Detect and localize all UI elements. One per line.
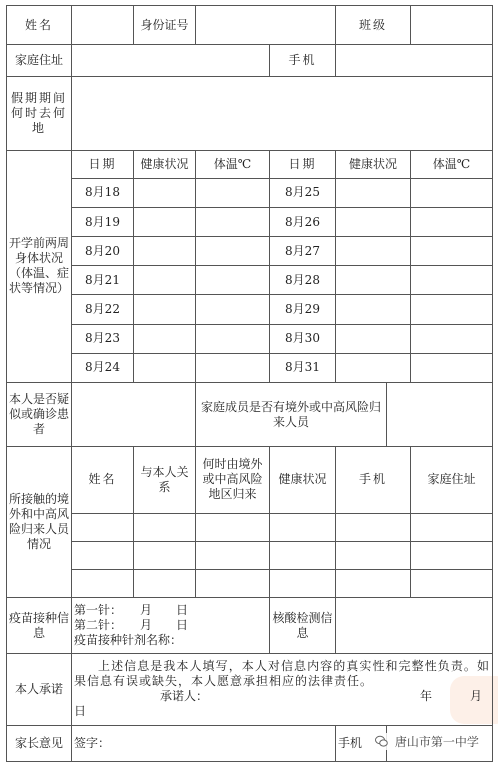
parent-opinion-label: 家长意见: [7, 725, 72, 761]
vaccine-first-dose: 第一针： 月 日: [74, 603, 189, 618]
contact-cell[interactable]: [336, 541, 411, 569]
contact-cell[interactable]: [411, 569, 493, 597]
watermark: [372, 733, 482, 750]
contact-cell[interactable]: [72, 541, 134, 569]
health-header-temp-1: 体温℃: [196, 150, 270, 178]
health-status-cell[interactable]: [134, 353, 196, 382]
contact-header-return-time: 何时由境外或中高风险地区归来: [196, 447, 270, 513]
id-card-label: 身份证号: [134, 6, 196, 45]
wechat-icon: [375, 735, 388, 748]
health-header-status-2: 健康状况: [336, 150, 411, 178]
vaccine-details[interactable]: [72, 597, 270, 653]
parent-phone-label: 手机: [336, 725, 387, 761]
temperature-cell[interactable]: [411, 266, 493, 295]
contact-cell[interactable]: [134, 569, 196, 597]
health-status-label: 开学前两周身体状况（体温、症状等情况）: [7, 150, 72, 382]
health-status-cell[interactable]: [336, 237, 411, 266]
contact-header-address: 家庭住址: [411, 447, 493, 513]
id-card-field[interactable]: [196, 6, 336, 45]
temperature-cell[interactable]: [411, 324, 493, 353]
nucleic-test-label: 核酸检测信息: [270, 597, 336, 653]
date-cell: 8月26: [270, 208, 336, 237]
class-field[interactable]: [411, 6, 493, 45]
temperature-cell[interactable]: [196, 266, 270, 295]
contact-cell[interactable]: [72, 569, 134, 597]
date-cell: 8月28: [270, 266, 336, 295]
health-header-status-1: 健康状况: [134, 150, 196, 178]
vaccine-type: 疫苗接种针剂名称：: [74, 633, 183, 648]
promise-content: [72, 654, 493, 725]
health-header-date-2: 日期: [270, 150, 336, 178]
health-status-cell[interactable]: [134, 266, 196, 295]
temperature-cell[interactable]: [411, 237, 493, 266]
contact-cell[interactable]: [336, 569, 411, 597]
family-overseas-field[interactable]: [387, 382, 493, 446]
date-cell: 8月20: [72, 237, 134, 266]
promise-signer-label: 承诺人：: [160, 689, 209, 704]
health-status-cell[interactable]: [134, 237, 196, 266]
contact-cell[interactable]: [196, 541, 270, 569]
date-cell: 8月19: [72, 208, 134, 237]
health-status-cell[interactable]: [134, 208, 196, 237]
contact-cell[interactable]: [336, 513, 411, 541]
contact-header-health: 健康状况: [270, 447, 336, 513]
name-field[interactable]: [72, 6, 134, 45]
date-cell: 8月24: [72, 353, 134, 382]
temperature-cell[interactable]: [196, 324, 270, 353]
date-cell: 8月29: [270, 295, 336, 324]
contact-cell[interactable]: [270, 541, 336, 569]
contact-cell[interactable]: [270, 569, 336, 597]
promise-year-label: 年: [420, 689, 433, 704]
date-cell: 8月30: [270, 324, 336, 353]
class-label: 班级: [336, 6, 411, 45]
health-status-cell[interactable]: [336, 208, 411, 237]
temperature-cell[interactable]: [411, 353, 493, 382]
suspect-patient-field[interactable]: [72, 382, 196, 446]
health-status-cell[interactable]: [336, 324, 411, 353]
contact-persons-label: 所接触的境外和中高风险归来人员情况: [7, 447, 72, 598]
contact-cell[interactable]: [134, 541, 196, 569]
promise-day-label: 日: [74, 704, 87, 719]
date-cell: 8月22: [72, 295, 134, 324]
parent-signature-field[interactable]: [72, 725, 336, 761]
suspect-patient-label: 本人是否疑似或确诊患者: [7, 382, 72, 446]
temperature-cell[interactable]: [196, 353, 270, 382]
temperature-cell[interactable]: [411, 295, 493, 324]
contact-cell[interactable]: [196, 569, 270, 597]
date-cell: 8月21: [72, 266, 134, 295]
health-status-cell[interactable]: [336, 178, 411, 207]
date-cell: 8月25: [270, 178, 336, 207]
health-status-cell[interactable]: [336, 266, 411, 295]
health-status-cell[interactable]: [134, 324, 196, 353]
date-cell: 8月27: [270, 237, 336, 266]
contact-header-phone: 手机: [336, 447, 411, 513]
watermark-text: 唐山市第一中学: [394, 735, 479, 749]
health-header-date-1: 日期: [72, 150, 134, 178]
vaccine-info-label: 疫苗接种信息: [7, 597, 72, 653]
parent-signature-label: 签字：: [74, 735, 111, 750]
contact-cell[interactable]: [270, 513, 336, 541]
phone-label: 手机: [270, 45, 336, 77]
vaccine-second-dose: 第二针： 月 日: [74, 618, 189, 633]
health-status-cell[interactable]: [134, 178, 196, 207]
date-cell: 8月18: [72, 178, 134, 207]
student-health-form: [6, 5, 493, 762]
family-overseas-label: 家庭成员是否有境外或中高风险归来人员: [196, 382, 387, 446]
phone-field[interactable]: [336, 45, 493, 77]
contact-cell[interactable]: [134, 513, 196, 541]
temperature-cell[interactable]: [411, 208, 493, 237]
nucleic-test-field[interactable]: [336, 597, 493, 653]
contact-header-relation: 与本人关系: [134, 447, 196, 513]
holiday-location-label: 假期期间何时去何地: [7, 77, 72, 150]
name-label: 姓名: [7, 6, 72, 45]
promise-text: 上述信息是我本人填写，本人对信息内容的真实性和完整性负责。如果信息有误或缺失，本人愿意承担相应的法律责任。: [74, 659, 491, 689]
contact-cell[interactable]: [411, 513, 493, 541]
health-status-cell[interactable]: [336, 353, 411, 382]
contact-cell[interactable]: [411, 541, 493, 569]
health-status-cell[interactable]: [336, 295, 411, 324]
address-field[interactable]: [72, 45, 270, 77]
health-status-cell[interactable]: [134, 295, 196, 324]
address-label: 家庭住址: [7, 45, 72, 77]
contact-cell[interactable]: [196, 513, 270, 541]
temperature-cell[interactable]: [196, 178, 270, 207]
temperature-cell[interactable]: [196, 237, 270, 266]
temperature-cell[interactable]: [196, 295, 270, 324]
contact-cell[interactable]: [72, 513, 134, 541]
temperature-cell[interactable]: [196, 208, 270, 237]
date-cell: 8月23: [72, 324, 134, 353]
health-header-temp-2: 体温℃: [411, 150, 493, 178]
contact-header-name: 姓名: [72, 447, 134, 513]
promise-label: 本人承诺: [7, 654, 72, 725]
date-cell: 8月31: [270, 353, 336, 382]
holiday-location-field[interactable]: [72, 77, 493, 150]
promise-sign-line: [74, 689, 490, 704]
temperature-cell[interactable]: [411, 178, 493, 207]
promise-month-label: 月: [470, 689, 483, 704]
